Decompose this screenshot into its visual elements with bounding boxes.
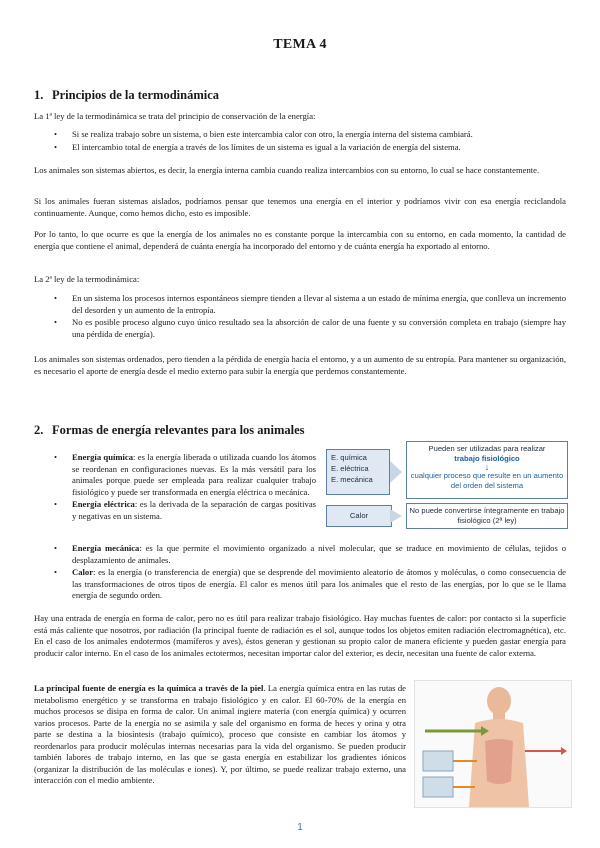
energy-types-box: E. química E. eléctrica E. mecánica	[326, 449, 390, 495]
bullet-icon: •	[54, 567, 58, 577]
list-item: • El intercambio total de energía a través de los límites de un sistema es igual a la variación de energía del sistema.	[54, 141, 461, 152]
physiological-work-box: Pueden ser utilizadas para realizar trabajo fisiológico ↓ cualquier proceso que resulte en un aumento del orden del sistema	[406, 441, 568, 499]
bullet-icon: •	[54, 499, 58, 509]
heat-box: Calor	[326, 505, 392, 527]
list-item: • Energía mecánica: es la que permite el movimiento organizado a nivel molecular, que se traduce en movimiento de células, tejidos o desplazamiento de animales.	[54, 543, 566, 565]
section-1-title: Principios de la termodinámica	[52, 88, 219, 102]
list-item: • Energía química: es la energía liberada o utilizada cuando los átomos se reordenan en configuraciones nuevas. Es la más versátil para los animales porque puede ser empleada para realizar cualquier trabajo fisiológico y puede ser transformada en energía eléctrica o mecánica.	[54, 452, 316, 497]
second-law-intro: La 2ª ley de la termodinámica:	[34, 274, 140, 284]
section-2-heading	[34, 423, 305, 438]
bullet-icon: •	[54, 452, 58, 462]
first-law-list	[50, 129, 566, 154]
right-arrow-icon	[390, 461, 402, 483]
section-2-number: 2.	[34, 423, 44, 437]
page-number: 1	[297, 822, 303, 833]
down-arrow-icon: ↓	[484, 462, 490, 472]
bullet-icon: •	[54, 543, 58, 553]
bullet-icon: •	[54, 129, 58, 139]
paragraph-open-systems: Los animales son sistemas abiertos, es decir, la energía interna cambia cuando realiza intercambios con su entorno, lo cual se hace constantemente.	[34, 165, 540, 175]
second-law-list	[50, 293, 566, 341]
energy-forms-list-narrow	[50, 452, 316, 523]
section-2-title: Formas de energía relevantes para los animales	[52, 423, 305, 437]
body-silhouette-icon	[415, 681, 571, 807]
document-title: TEMA 4	[273, 37, 327, 52]
energy-forms-list-wide	[50, 543, 566, 603]
list-item: • No es posible proceso alguno cuyo único resultado sea la absorción de calor de una fuente y su conversión completa en trabajo (siempre hay una pérdida de energía).	[54, 317, 566, 339]
list-item: • Energía eléctrica: es la derivada de la separación de cargas positivas y negativas en un sistema.	[54, 499, 317, 521]
body-energy-figure	[414, 680, 572, 808]
list-item: • En un sistema los procesos internos espontáneos siempre tienden a llevar al sistema a un estado de mínima energía, que conlleva un incremento del desorden y un aumento de la entropía.	[54, 293, 566, 315]
right-arrow-icon	[390, 509, 402, 523]
paragraph-ordered-systems: Los animales son sistemas ordenados, pero tienden a la pérdida de energía hacia el entorno, y a un aumento de su entropía. Para mantener su organización, es necesario el aporte de energía desde el medio externo para subir la energía que perdemos constantemente.	[34, 354, 566, 376]
bullet-icon: •	[54, 141, 58, 152]
bullet-icon: •	[54, 317, 58, 327]
paragraph-isolated-systems: Si los animales fueran sistemas aislados, podríamos pensar que tenemos una energía en el interior y podríamos vivir con esa energía reciclandola continuamente. Aunque, como hemos dicho, esto es imposible.	[34, 196, 566, 218]
section-1-number: 1.	[34, 88, 44, 102]
paragraph-heat-sources: Hay una entrada de energía en forma de calor, pero no es útil para realizar trabajo fisiológico. Hay muchas fuentes de calor: por contacto si la superficie está más caliente que nosotros, por radiación (la principal fuente de radiación es el sol, aunque todos los objetos emiten radiación electromagnética), etc. En el caso de los animales endotermos (mamíferos y aves), éstos generan y gestionan su propio calor de manera eficiente y pueden gastar energía para producir calor interno. En el caso de los animales ectotermos, necesitan importar calor del exterior, es decir, necesitan una fuente de calor externa.	[34, 613, 566, 658]
first-law-intro: La 1ª ley de la termodinámica se trata del principio de conservación de la energía:	[34, 111, 316, 121]
list-item: • Si se realiza trabajo sobre un sistema, o bien este intercambia calor con otro, la energía interna del sistema cambiará.	[54, 129, 473, 139]
section-1-heading	[34, 88, 219, 103]
bullet-icon: •	[54, 293, 58, 303]
second-law-box: No puede convertirse íntegramente en trabajo fisiológico (2ª ley)	[406, 503, 568, 529]
energy-diagram	[326, 441, 568, 529]
paragraph-chemical-energy: La principal fuente de energía es la química a través de la piel. La energía química entra en las rutas de metabolismo energético y se transforma en trabajo fisiológico y en calor. El 60-70% de la energía en muchos procesos se disipa en forma de calor. Un animal ingiere materia (con energía química) y ocurren varios procesos. Parte de la energía no se asimila y sale del organismo en forma de heces y orina y otra parte se destina a la biosíntesis (trabajo químico), proceso que consiste en cambiar los átomos y reordenarlos para producir moléculas internas necesarias para la vida del organismo. Se pueden producir también labores de trabajo interno, en las que se gasta energía en estabilizar los gradientes iónicos (organizar la distribución de las moléculas e iones). Y, por último, se puede realizar trabajo externo, una interacción con el medio ambiente.	[34, 683, 406, 785]
list-item: • Calor: es la energía (o transferencia de energía) que se desprende del movimiento aleatorio de átomos y moléculas, o como consecuencia de las transformaciones de otros tipos de energía. El calor es menos útil para los animales que el resto de las energías, por lo que se le llama energía de segundo orden.	[54, 567, 566, 600]
paragraph-energy-exchange: Por lo tanto, lo que ocurre es que la energía de los animales no es constante porque la intercambia con su entorno, en cada momento, la cantidad de energía que contiene el animal, dependerá de cuánta energía ha incorporado del entorno y de cuánta energía ha exportado al entorno.	[34, 229, 566, 251]
